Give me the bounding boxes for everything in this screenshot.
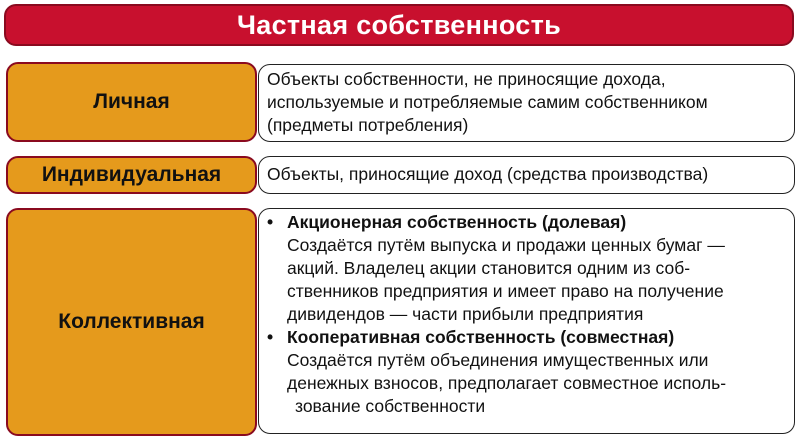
bullet-icon: • bbox=[267, 212, 274, 232]
description-line: используемые и потребляемые самим собственником bbox=[267, 92, 708, 112]
item-body-line: акций. Владелец акции становится одним из соб- bbox=[287, 258, 691, 278]
category-collective bbox=[6, 208, 257, 436]
item-heading bbox=[267, 326, 786, 349]
collective-item-joint-stock bbox=[267, 211, 786, 326]
item-body-line: денежных взносов, предполагает совместное исполь- bbox=[287, 373, 727, 393]
item-heading-text: Акционерная собственность (долевая) bbox=[287, 212, 627, 232]
item-body bbox=[267, 349, 786, 418]
item-body bbox=[267, 234, 786, 326]
diagram-title: Частная собственность bbox=[236, 9, 562, 40]
bullet-icon: • bbox=[267, 327, 274, 347]
description-line: Объекты, приносящие доход (средства производства) bbox=[267, 164, 709, 184]
collective-item-cooperative bbox=[267, 326, 786, 418]
item-heading-text: Кооперативная собственность (совместная) bbox=[287, 327, 675, 347]
category-label: Личная bbox=[93, 90, 170, 113]
description-personal bbox=[258, 64, 795, 142]
category-individual bbox=[6, 156, 257, 194]
diagram-title-bar bbox=[4, 4, 794, 46]
item-body-line: зование собственности bbox=[295, 396, 486, 416]
description-collective bbox=[258, 208, 795, 434]
item-body-line: ственников предприятия и имеет право на получение bbox=[287, 281, 724, 301]
description-line: (предметы потребления) bbox=[267, 115, 469, 135]
category-personal bbox=[6, 62, 257, 142]
item-body-line: Создаётся путём выпуска и продажи ценных бумаг — bbox=[287, 235, 725, 255]
item-heading bbox=[267, 211, 786, 234]
description-line: Объекты собственности, не приносящие дохода, bbox=[267, 69, 666, 89]
item-body-line: дивидендов — части прибыли предприятия bbox=[287, 304, 644, 324]
description-individual bbox=[258, 156, 795, 194]
item-body-line: Создаётся путём объединения имущественных или bbox=[287, 350, 709, 370]
category-label: Коллективная bbox=[58, 310, 205, 333]
category-label: Индивидуальная bbox=[41, 163, 222, 186]
